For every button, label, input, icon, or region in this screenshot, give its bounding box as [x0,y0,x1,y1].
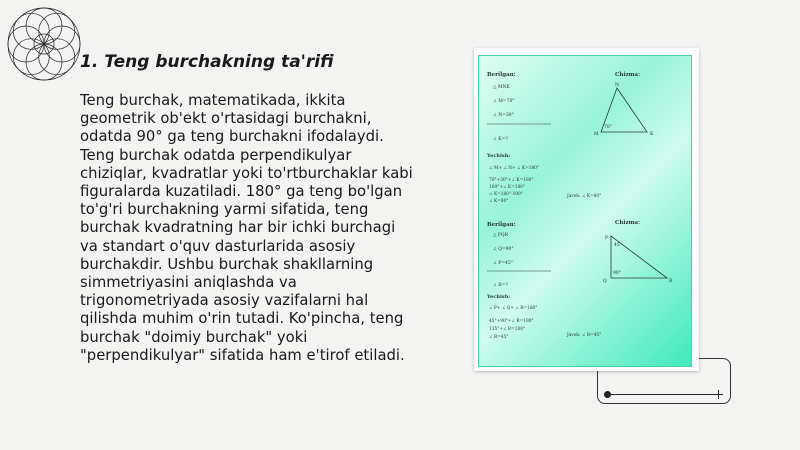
ws1-angle-label: 70° [604,125,612,130]
ws1-find-line: ∠ K=? [493,137,508,142]
ws2-solution-line: 45°+90°+∠ R=180° [489,319,534,324]
ws1-solution-line: ∠ K=180°-100° [489,192,523,197]
ws1-solution-line: 100°+∠ K=180° [489,185,526,190]
ws2-given-line: ∠ Q=90° [493,247,514,252]
ws1-figure-heading: Chizma: [615,72,641,78]
ws2-angle-label: 45° [614,243,622,248]
decorative-plus-icon [718,390,719,399]
ws2-vertex-label: P [605,236,609,241]
ws1-given-line: △ MNK [493,85,510,90]
ws1-vertex-label: M [594,132,599,137]
ws2-vertex-label: R [669,279,673,284]
ws1-solution-line: 70°+30°+∠ K=180° [489,178,534,183]
ws1-given-line: ∠ M=70° [493,99,515,104]
ws1-vertex-label: K [650,132,654,137]
ws2-solution-line: 135°+∠ R=180° [489,327,526,332]
ws2-angle-label: 90° [613,271,621,276]
ws2-solution-line: ∠ R=45° [489,335,509,340]
ws2-given-line: ∠ P=45° [493,261,513,266]
ws1-given-heading: Berilgan: [487,72,516,78]
ws2-figure-heading: Chizma: [615,220,641,226]
ws2-solution-heading: Yechish: [487,294,511,300]
ws2-solution-line: ∠ P+ ∠ Q+ ∠ R=180° [489,306,538,311]
ws2-vertex-label: Q [603,279,607,284]
worksheet-image [478,55,692,367]
decorative-line [604,394,722,395]
spirograph-ornament-icon [4,4,84,84]
ws2-find-line: ∠ R=? [493,283,508,288]
slide-title: 1. Teng burchakning ta'rifi [80,52,334,72]
slide-paragraph: Teng burchak, matematikada, ikkita geometrik ob'ekt o'rtasidagi burchakni, odatda 90° ga teng burchakni ifodalaydi. Teng burchak odatda perpendikulyar chiziqlar, kvadratlar yoki to'rtburchaklar kabi figuralarda kuzatiladi. 180° ga teng bo'lgan to'g'ri burchakning yarmi sifatida, teng burchak kvadratning har bir ichki burchagi va standart o'quv dasturlarida asosiy burchakdir. Ushbu burchak shakllarning simmetriyasini aniqlashda va trigonometriyada asosiy vazifalarni hal qilishda muhim o'rin tutadi. Ko'pincha, teng burchak "doimiy burchak" yoki "perpendikulyar" sifatida ham e'tirof etiladi. [80,92,413,364]
ws1-given-line: ∠ N=30° [493,113,514,118]
ws1-solution-line: ∠ K=80° [489,199,509,204]
ws2-given-line: △ PQR [493,233,508,238]
ws1-solution-line: ∠ M+ ∠ N+ ∠ K=180° [489,166,540,171]
decorative-dot-icon [604,391,611,398]
ws2-answer: Javob: ∠ R=45° [567,333,602,338]
worksheet-drawing [479,56,693,368]
ws1-solution-heading: Yechish: [487,153,511,159]
ws1-answer: Javob: ∠ K=80° [567,194,602,199]
ws1-vertex-label: N [615,83,619,88]
ws2-given-heading: Berilgan: [487,222,516,228]
